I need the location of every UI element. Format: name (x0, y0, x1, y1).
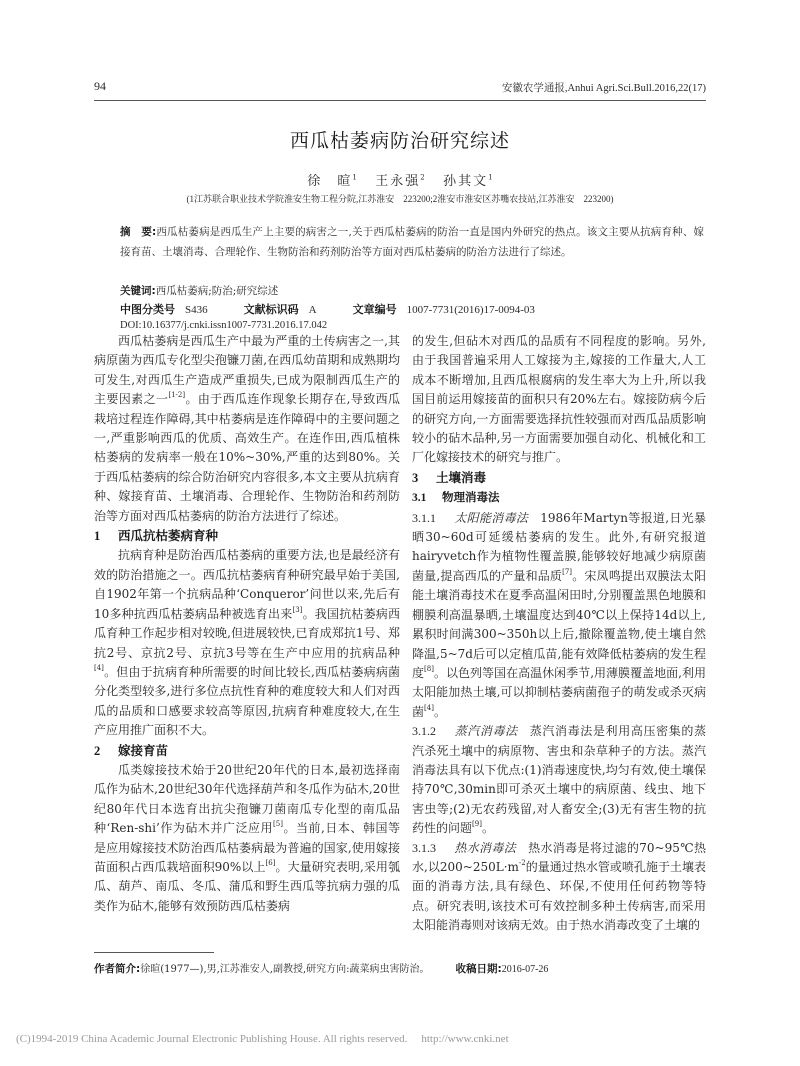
subsection-title: 蒸汽消毒法 (454, 724, 518, 739)
copyright-notice (16, 1033, 509, 1045)
paragraph-text: 瓜类嫁接技术始于20世纪20年代的日本,最初选择南瓜作为砧木,20世纪30年代选择葫芦和冬瓜作为砧木,20世纪80年代日本选育出抗尖孢镰刀菌南瓜专化型的南瓜品种‘Ren-shi’作为砧木并广泛应用 (94, 762, 400, 836)
subsection-3-1-2 (412, 722, 706, 838)
subsection-3-1-3 (412, 839, 706, 936)
author-affil-mark: 1 (488, 173, 493, 182)
received-date-value: 2016-07-26 (501, 964, 549, 975)
body-column-right (412, 332, 706, 936)
section1-paragraph (94, 546, 400, 740)
paragraph-text: 。大量研究表明,采用瓠瓜、葫芦、南瓜、冬瓜、蒲瓜和野生西瓜等抗病力强的瓜类作为砧木,能够有效预防西瓜枯萎病 (94, 859, 400, 913)
abstract-text: 西瓜枯萎病是西瓜生产上主要的病害之一,关于西瓜枯萎病的防治一直是国内外研究的热点。该文主要从抗病育种、嫁接育苗、土壤消毒、合理轮作、生物防治和药剂防治等方面对西瓜枯萎病的防治方法进行了综述。 (120, 226, 704, 258)
intro-paragraph (94, 332, 400, 526)
citation: [4] (94, 663, 104, 672)
clc-label: 中图分类号 (120, 303, 175, 316)
paragraph-text: 。当前,日本、韩国等是应用嫁接技术防治西瓜枯萎病最为普遍的国家,使用嫁接苗面积占西瓜栽培面积90%以上 (94, 821, 400, 874)
page-number: 94 (94, 79, 106, 93)
paragraph-text: 热水消毒是将过滤的70~95℃热水,以200~250L·m (412, 840, 706, 874)
header-rule (94, 100, 706, 101)
abstract-label: 摘 要: (120, 226, 157, 238)
author-name: 孙其文 (443, 174, 489, 189)
subsection-number: 3.1 (412, 492, 427, 505)
subsection-number: 3.1.3 (412, 840, 436, 855)
copyright-url: http://www.cnki.net (421, 1033, 509, 1045)
subsection-title: 太阳能消毒法 (454, 510, 529, 525)
abstract (120, 222, 704, 262)
author-affil-mark: 2 (420, 173, 425, 182)
paragraph-text: 。以色列等国在高温休闲季节,用薄膜覆盖地面,利用太阳能加热土壤,可以抑制枯萎病菌孢子的萌发或杀灭病菌 (412, 665, 706, 719)
citation: [9] (472, 820, 482, 829)
citation: [1-2] (168, 391, 186, 400)
section-title: 土壤消毒 (436, 469, 487, 485)
article-title: 西瓜枯萎病防治研究综述 (289, 130, 510, 152)
paragraph-text: 。 (433, 704, 446, 719)
classification-line (120, 301, 535, 317)
citation: [4] (424, 703, 434, 712)
keywords-text: 西瓜枯萎病;防治;研究综述 (155, 285, 279, 297)
subsection-number: 3.1.2 (412, 724, 436, 739)
article-number-label: 文章编号 (352, 303, 397, 316)
article-number-value: 1007-7731(2016)17-0094-03 (406, 304, 535, 316)
section-number: 3 (412, 470, 419, 485)
paragraph-text: 。但由于抗病育种所需要的时间比较长,西瓜枯萎病病菌分化类型较多,进行多位点抗性育种的难度较大和人们对西瓜的品质和口感要求较高等原因,抗病育种难度较大,在生产应用推广面积不大。 (94, 664, 400, 738)
citation: [3] (292, 605, 303, 614)
keywords-label: 关键词: (120, 285, 156, 297)
subsection-number: 3.1.1 (412, 510, 436, 525)
paragraph-text: 的量通过热水管或喷孔施于土壤表面的消毒方法,具有绿色、环保,不使用任何药物等特点。研究表明,该技术可有效控制多种土传病害,而采用太阳能消毒则对该病无效。由于热水消毒改变了土壤的 (412, 859, 706, 933)
paragraph-text: 西瓜枯萎病是西瓜生产中最为严重的土传病害之一,其病原菌为西瓜专化型尖孢镰刀菌,在西瓜幼苗期和成熟期均可发生,对西瓜生产造成严重损失,已成为限制西瓜生产的主要因素之一 (94, 334, 400, 407)
section-title: 嫁接育苗 (118, 742, 169, 758)
paragraph-text: 。由于西瓜连作现象长期存在,导致西瓜栽培过程连作障碍,其中枯萎病是连作障碍中的主要问题之一,严重影响西瓜的优质、高效生产。在连作田,西瓜植株枯萎病的发病率一般在10%~30%,严重的达到80%。关于西瓜枯萎病的综合防治研究内容很多,本文主要从抗病育种、嫁接育苗、土壤消毒、合理轮作、生物防治和药剂防治等方面对西瓜枯萎病的防治方法进行了综述。 (94, 392, 400, 523)
paragraph-text: 蒸汽消毒法是利用高压密集的蒸汽杀死土壤中的病原物、害虫和杂草种子的方法。蒸汽消毒法具有以下优点:(1)消毒速度快,均匀有效,使土壤保持70℃,30min即可杀灭土壤中的病原菌、线虫、地下害虫等;(2)无农药残留,对人畜安全;(3)无有害生物的抗药性的问题 (412, 724, 706, 836)
paragraph-text: 的发生,但砧木对西瓜的品质有不同程度的影响。另外,由于我国普遍采用人工嫁接为主,嫁接的工作量大,人工成本不断增加,且西瓜根腐病的发生率大为上升,所以我国目前运用嫁接苗的面积只有20%左右。嫁接防病今后的研究方向,一方面需要选择抗性较强而对西瓜品质影响较小的砧木品种,另一方面需要加强自动化、机械化和工厂化嫁接技术的研究与推广。 (412, 334, 706, 465)
author-affil-mark: 1 (352, 173, 357, 182)
citation: [5] (273, 820, 283, 829)
section-heading-3 (412, 468, 706, 488)
paragraph-text: 1986年Martyn等报道,日光暴晒30~60d可延缓枯萎病的发生。此外,有研究报道hairyvetch作为植物性覆盖膜,能够较好地减少病原菌菌量,提高西瓜的产量和品质 (412, 510, 706, 583)
citation: [8] (424, 664, 434, 673)
footnote (94, 960, 548, 976)
section-title: 西瓜抗枯萎病育种 (118, 528, 219, 544)
doc-code-label: 文献标识码 (243, 303, 299, 316)
subsection-3-1-1 (412, 509, 706, 722)
unit-exponent: -2 (518, 858, 526, 867)
doc-code-value: A (308, 304, 317, 316)
affiliation: (1江苏联合职业技术学院淮安生物工程分院,江苏淮安 223200;2淮安市淮安区苏嘴农技站,江苏淮安 223200) (186, 194, 614, 204)
paragraph-text: 。宋凤鸣提出双膜法太阳能土壤消毒技术在夏季高温闲田时,分别覆盖黑色地膜和棚膜利高温暴晒,土壤温度达到40℃以上保持14d以上,累积时间满300~350h以上后,撤除覆盖物,使土壤自然降温,5~7d后可以定植瓜苗,能有效降低枯萎病的发生程度 (412, 568, 706, 680)
section2-paragraph-continued (412, 332, 706, 468)
journal-citation: 安徽农学通报,Anhui Agri.Sci.Bull.2016,22(17) (501, 83, 706, 94)
section-heading-1 (94, 526, 400, 546)
keywords (120, 283, 278, 298)
section2-paragraph (94, 761, 400, 916)
section-number: 2 (94, 743, 101, 758)
received-date-label: 收稿日期: (455, 963, 502, 975)
paragraph-text: 抗病育种是防治西瓜枯萎病的重要方法,也是最经济有效的防治措施之一。西瓜抗枯萎病育种研究最早始于美国,自1902年第一个抗病品种‘Conqueror’问世以来,先后有10多种抗西瓜枯萎病品种被选育出来 (94, 548, 400, 621)
author-bio-label: 作者简介: (94, 963, 141, 975)
section-number: 1 (94, 529, 101, 544)
footnote-rule (94, 952, 214, 953)
body-column-left (94, 332, 400, 916)
section-heading-2 (94, 741, 400, 761)
citation: [6] (265, 858, 276, 867)
author-list (0, 170, 800, 189)
clc-value: S436 (185, 304, 208, 316)
author-name: 王永强 (375, 174, 421, 189)
subsection-title: 物理消毒法 (442, 490, 500, 505)
citation: [7] (562, 567, 573, 576)
subsection-heading-3-1 (412, 488, 706, 508)
author-bio-text: 徐暄(1977—),男,江苏淮安人,副教授,研究方向:蔬菜病虫害防治。 (140, 964, 430, 975)
copyright-text: (C)1994-2019 China Academic Journal Electronic Publishing House. All rights reserved. (16, 1033, 408, 1045)
doi: DOI:10.16377/j.cnki.issn1007-7731.2016.17.042 (120, 320, 328, 331)
author-name: 徐 暄 (307, 174, 353, 189)
paragraph-text: 。我国抗枯萎病西瓜育种工作起步相对较晚,但进展较快,已育成郑抗1号、郑抗2号、京抗2号、京抗3号等在生产中应用的抗病品种 (94, 606, 400, 660)
subsection-title: 热水消毒法 (454, 840, 517, 855)
paragraph-text: 。 (481, 821, 494, 836)
